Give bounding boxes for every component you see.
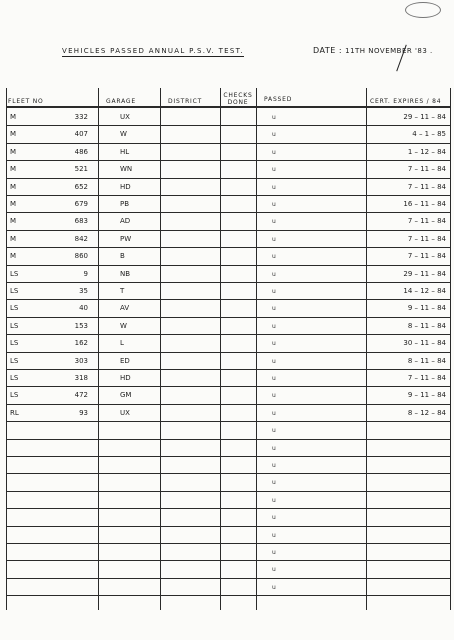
header-checks-done: CHECKS DONE [223,92,253,106]
passed-mark: u [272,444,276,452]
date-label: DATE : [313,46,343,55]
fleet-number: 521 [74,165,88,174]
header-passed: PASSED [264,96,293,103]
passed-mark: u [272,305,276,313]
fleet-type: M [10,200,17,208]
passed-mark: u [272,531,276,539]
cert-expiry-date: 8 – 11 – 84 [407,321,446,330]
passed-mark: u [272,235,276,243]
row-rule [6,369,450,370]
cert-expiry-date: 29 – 11 – 84 [403,113,446,121]
passed-mark: u [272,375,276,382]
fleet-number: 35 [79,287,88,295]
cert-expiry-date: 1 – 12 – 84 [407,147,446,156]
header-rule [6,106,450,108]
fleet-number: 40 [79,304,88,313]
row-rule [6,508,450,509]
column-divider [366,88,367,610]
row-rule [6,160,450,161]
fleet-number: 303 [74,356,88,365]
fleet-number: 9 [83,269,88,278]
passed-mark: u [272,288,276,295]
passed-mark: u [272,270,276,278]
cert-expiry-date: 7 – 11 – 84 [407,165,446,174]
garage-code: PB [120,200,130,208]
row-rule [6,543,450,544]
garage-code: HL [120,147,130,156]
garage-code: T [120,287,125,295]
column-divider [160,88,161,610]
cert-expiry-date: 4 – 1 – 85 [412,130,446,139]
row-rule [6,439,450,440]
cert-expiry-date: 8 – 11 – 84 [407,356,446,365]
document-title: VEHICLES PASSED ANNUAL P.S.V. TEST. [62,47,244,55]
fleet-number: 93 [79,408,88,417]
row-rule [6,178,450,179]
fleet-type: M [10,217,17,226]
passed-mark: u [272,322,276,330]
fleet-type: M [10,165,17,174]
garage-code: ED [120,356,130,365]
passed-mark: u [272,253,276,261]
row-rule [6,195,450,196]
row-rule [6,282,450,283]
fleet-number: 679 [74,200,88,208]
cert-expiry-date: 7 – 11 – 84 [407,374,446,382]
fleet-type: LS [10,321,19,330]
passed-mark: u [272,549,276,556]
fleet-number: 153 [74,321,88,330]
passed-mark: u [272,148,276,156]
row-rule [6,386,450,387]
row-rule [6,352,450,353]
garage-code: W [120,130,127,139]
row-rule [6,526,450,527]
row-rule [6,265,450,266]
passed-mark: u [272,218,276,226]
fleet-number: 842 [74,234,88,243]
passed-mark: u [272,131,276,139]
garage-code: AV [120,304,130,313]
fleet-type: LS [10,339,19,348]
passed-mark: u [272,114,276,121]
passed-mark: u [272,166,276,174]
row-rule [6,404,450,405]
row-rule [6,334,450,335]
passed-mark: u [272,583,276,591]
garage-code: AD [120,217,131,226]
passed-mark: u [272,201,276,208]
corner-stamp-mark [405,2,441,18]
row-rule [6,247,450,248]
row-rule [6,595,450,596]
fleet-type: M [10,147,17,156]
fleet-number: 683 [74,217,88,226]
passed-mark: u [272,340,276,348]
date-value: 11TH NOVEMBER '83 . [345,47,433,55]
garage-code: B [120,252,125,261]
fleet-number: 472 [74,391,88,400]
row-rule [6,299,450,300]
passed-mark: u [272,183,276,191]
cert-expiry-date: 14 – 12 – 84 [403,287,446,295]
row-rule [6,491,450,492]
fleet-type: RL [10,408,19,417]
row-rule [6,317,450,318]
garage-code: PW [120,234,132,243]
header-cert-expires: CERT. EXPIRES / 84 [370,98,442,105]
fleet-number: 652 [74,182,88,191]
garage-code: W [120,321,127,330]
row-rule [6,230,450,231]
cert-expiry-date: 7 – 11 – 84 [407,234,446,243]
passed-mark: u [272,462,276,469]
header-garage: GARAGE [106,98,136,105]
garage-code: UX [120,113,130,121]
passed-mark: u [272,566,276,574]
fleet-type: M [10,234,17,243]
document-date [313,46,433,55]
passed-mark: u [272,479,276,487]
header-district: DISTRICT [168,98,203,105]
fleet-type: LS [10,269,19,278]
cert-expiry-date: 7 – 11 – 84 [407,182,446,191]
row-rule [6,212,450,213]
column-divider [98,88,99,610]
passed-mark: u [272,514,276,522]
fleet-number: 162 [74,339,88,348]
fleet-number: 860 [74,252,88,261]
cert-expiry-date: 29 – 11 – 84 [403,269,446,278]
fleet-type: LS [10,391,19,400]
cert-expiry-date: 9 – 11 – 84 [407,304,446,313]
column-divider [450,88,451,610]
row-rule [6,125,450,126]
cert-expiry-date: 16 – 11 – 84 [403,200,446,208]
cert-expiry-date: 7 – 11 – 84 [407,217,446,226]
fleet-number: 318 [74,374,88,382]
cert-expiry-date: 8 – 12 – 84 [407,408,446,417]
fleet-type: LS [10,287,19,295]
column-divider [6,88,7,610]
garage-code: HD [120,374,131,382]
fleet-number: 486 [74,147,88,156]
fleet-type: M [10,252,17,261]
row-rule [6,578,450,579]
row-rule [6,473,450,474]
passed-mark: u [272,427,276,435]
cert-expiry-date: 7 – 11 – 84 [407,252,446,261]
fleet-type: M [10,113,17,121]
header-fleet-no: FLEET NO [8,98,44,105]
row-rule [6,143,450,144]
cert-expiry-date: 30 – 11 – 84 [403,339,446,348]
garage-code: UX [120,408,130,417]
passed-mark: u [272,496,276,504]
column-divider [220,88,221,610]
fleet-number: 407 [74,130,88,139]
garage-code: WN [120,165,133,174]
fleet-type: LS [10,304,19,313]
fleet-number: 332 [74,113,88,121]
passed-mark: u [272,357,276,365]
passed-mark: u [272,392,276,400]
garage-code: GM [120,391,132,400]
row-rule [6,421,450,422]
row-rule [6,456,450,457]
fleet-type: M [10,130,17,139]
garage-code: HD [120,182,131,191]
row-rule [6,560,450,561]
fleet-type: LS [10,374,19,382]
passed-mark: u [272,409,276,417]
fleet-type: LS [10,356,19,365]
fleet-type: M [10,182,17,191]
garage-code: L [120,339,124,348]
column-divider [256,88,257,610]
garage-code: NB [120,269,131,278]
cert-expiry-date: 9 – 11 – 84 [407,391,446,400]
